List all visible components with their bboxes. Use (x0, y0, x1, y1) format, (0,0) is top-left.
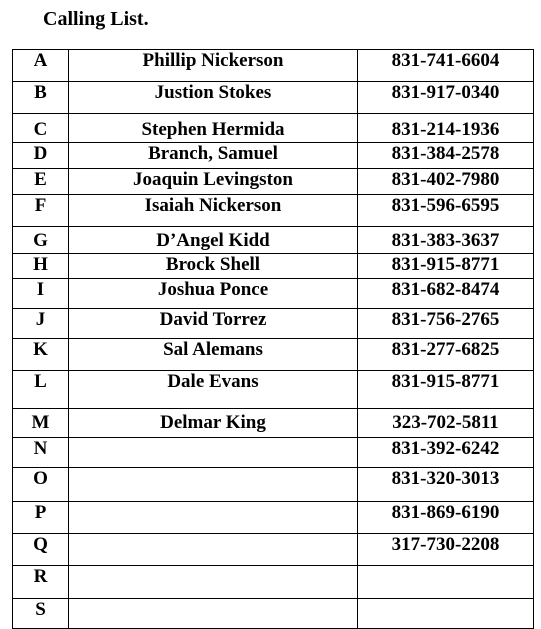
table-row (13, 339, 534, 371)
phone-number: 831-277-6825 (358, 339, 534, 371)
phone-number: 831-383-3637 (358, 227, 534, 254)
table-row (13, 195, 534, 227)
contact-name (69, 502, 358, 534)
contact-name: Stephen Hermida (69, 114, 358, 143)
row-letter: B (13, 82, 69, 114)
row-letter: C (13, 114, 69, 143)
phone-number: 831-915-8771 (358, 254, 534, 279)
table-row (13, 227, 534, 254)
table-row (13, 438, 534, 468)
phone-number (358, 566, 534, 599)
contact-name (69, 468, 358, 502)
contact-name: Brock Shell (69, 254, 358, 279)
table-row (13, 468, 534, 502)
contact-name (69, 534, 358, 566)
row-letter: R (13, 566, 69, 599)
table-row (13, 82, 534, 114)
table-row (13, 502, 534, 534)
contact-name: Joshua Ponce (69, 279, 358, 309)
row-letter: N (13, 438, 69, 468)
phone-number: 831-402-7980 (358, 169, 534, 195)
contact-name (69, 438, 358, 468)
row-letter: M (13, 409, 69, 438)
contact-name (69, 566, 358, 599)
phone-number: 831-392-6242 (358, 438, 534, 468)
phone-number: 323-702-5811 (358, 409, 534, 438)
row-letter: Q (13, 534, 69, 566)
calling-list-table (12, 49, 534, 629)
row-letter: E (13, 169, 69, 195)
row-letter: J (13, 309, 69, 339)
row-letter: S (13, 599, 69, 629)
contact-name: Branch, Samuel (69, 143, 358, 169)
phone-number: 831-214-1936 (358, 114, 534, 143)
table-row (13, 534, 534, 566)
row-letter: H (13, 254, 69, 279)
phone-number: 831-596-6595 (358, 195, 534, 227)
row-letter: K (13, 339, 69, 371)
table-row (13, 371, 534, 409)
contact-name: David Torrez (69, 309, 358, 339)
phone-number: 831-756-2765 (358, 309, 534, 339)
row-letter: D (13, 143, 69, 169)
phone-number: 831-682-8474 (358, 279, 534, 309)
table-row (13, 143, 534, 169)
phone-number: 831-741-6604 (358, 50, 534, 82)
row-letter: I (13, 279, 69, 309)
contact-name: Delmar King (69, 409, 358, 438)
phone-number: 831-869-6190 (358, 502, 534, 534)
contact-name: Dale Evans (69, 371, 358, 409)
table-row (13, 409, 534, 438)
contact-name: D’Angel Kidd (69, 227, 358, 254)
row-letter: F (13, 195, 69, 227)
row-letter: P (13, 502, 69, 534)
contact-name: Justion Stokes (69, 82, 358, 114)
table-row (13, 169, 534, 195)
contact-name: Phillip Nickerson (69, 50, 358, 82)
page-title: Calling List. (43, 8, 149, 30)
phone-number: 831-915-8771 (358, 371, 534, 409)
phone-number: 317-730-2208 (358, 534, 534, 566)
row-letter: G (13, 227, 69, 254)
row-letter: O (13, 468, 69, 502)
row-letter: A (13, 50, 69, 82)
contact-name: Joaquin Levingston (69, 169, 358, 195)
table-row (13, 50, 534, 82)
table-row (13, 566, 534, 599)
table-row (13, 309, 534, 339)
phone-number: 831-384-2578 (358, 143, 534, 169)
table-row (13, 279, 534, 309)
row-letter: L (13, 371, 69, 409)
contact-name: Sal Alemans (69, 339, 358, 371)
table-row (13, 254, 534, 279)
contact-name: Isaiah Nickerson (69, 195, 358, 227)
phone-number: 831-917-0340 (358, 82, 534, 114)
table-row (13, 114, 534, 143)
phone-number: 831-320-3013 (358, 468, 534, 502)
